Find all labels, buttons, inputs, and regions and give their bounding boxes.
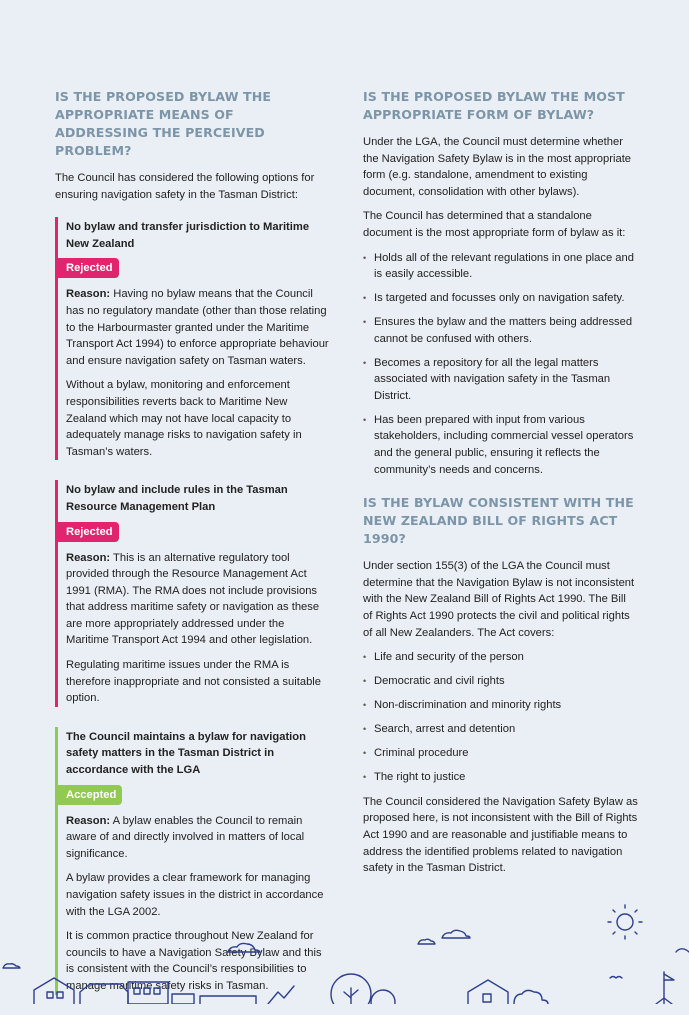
heading-appropriate-means: IS THE PROPOSED BYLAW THE APPROPRIATE MEANS OF ADDRESSING THE PERCEIVED PROBLEM? bbox=[55, 89, 272, 158]
boat-icon bbox=[656, 972, 674, 1004]
intro-text: The Council has considered the following options for ensuring navigation safety in the Tasman District: bbox=[55, 172, 315, 201]
cloud-icon bbox=[676, 949, 689, 952]
list-item: • Search, arrest and detention bbox=[363, 721, 638, 738]
extra-text: Regulating maritime issues under the RMA is therefore inappropriate and not consisted a suitable option. bbox=[66, 659, 321, 705]
building-icon bbox=[80, 984, 128, 1004]
tree-icon bbox=[268, 986, 294, 1004]
option-title: No bylaw and transfer jurisdiction to Maritime New Zealand bbox=[66, 221, 310, 250]
footer-illustration bbox=[0, 900, 689, 1004]
house-icon bbox=[34, 978, 74, 1004]
list-item: • Ensures the bylaw and the matters being addressed cannot be confused with others. bbox=[363, 314, 638, 347]
option-title: The Council maintains a bylaw for navigation safety matters in the Tasman District in accordance with the LGA bbox=[66, 730, 306, 777]
option-resource-management-plan bbox=[55, 480, 330, 707]
rights-list bbox=[363, 649, 638, 786]
building-icon bbox=[200, 996, 256, 1004]
extra-text: It is common practice throughout New Zealand for councils to have a Navigation Safety Bylaw and this is consistent with the Council’s responsibilities to manage maritime safety risks in Tasman. bbox=[66, 930, 322, 992]
option-title: No bylaw and include rules in the Tasman Resource Management Plan bbox=[66, 484, 288, 513]
status-badge-accepted: Accepted bbox=[55, 785, 122, 805]
tree-icon bbox=[514, 990, 548, 1004]
list-item: • Life and security of the person bbox=[363, 649, 638, 666]
option-transfer-jurisdiction bbox=[55, 217, 330, 460]
cloud-icon bbox=[418, 939, 435, 944]
extra-text: Without a bylaw, monitoring and enforcement responsibilities reverts back to Maritime New Zealand which may not have local capacity to adequately manage risks to navigation safety in Tasman’s waters. bbox=[66, 379, 302, 458]
reason-text: Reason: This is an alternative regulatory tool provided through the Resource Management Act 1991 (RMA). The RMA does not include provisions that address maritime safety or navigation as these are more appropriately addressed under the Maritime Transport Act 1994 and other legislation. bbox=[66, 551, 320, 647]
reason-text: Reason: Having no bylaw means that the Council has no regulatory mandate (other than those relating to the Harbourmaster granted under the Maritime Transport Act 1994) to enforce appropriate behaviour and ensure navigation safety on Tasman waters. bbox=[66, 288, 329, 367]
list-item: • Holds all of the relevant regulations in one place and is easily accessible. bbox=[363, 250, 638, 283]
heading-bill-of-rights: IS THE BYLAW CONSISTENT WITH THE NEW ZEALAND BILL OF RIGHTS ACT 1990? bbox=[363, 495, 634, 547]
list-item: • Non-discrimination and minority rights bbox=[363, 697, 638, 714]
house-icon bbox=[468, 980, 508, 1004]
list-item: • Criminal procedure bbox=[363, 745, 638, 762]
list-item: • The right to justice bbox=[363, 769, 638, 786]
left-column bbox=[55, 88, 330, 1015]
right-column bbox=[363, 88, 638, 885]
building-icon bbox=[128, 982, 194, 1004]
paragraph-conclusion: The Council considered the Navigation Safety Bylaw as proposed here, is not inconsistent with the Bill of Rights Act 1990 and are reasonable and justifiable means to address the identified problems related to navigation safety in the Tasman District. bbox=[363, 795, 638, 875]
paragraph-section-155: Under section 155(3) of the LGA the Council must determine that the Navigation Bylaw is not inconsistent with the New Zealand Bill of Rights Act 1990. The Bill of Rights Act 1990 protects the civil and political rights of all New Zealanders. The Act covers: bbox=[363, 560, 635, 639]
heading-form-of-bylaw: IS THE PROPOSED BYLAW THE MOST APPROPRIATE FORM OF BYLAW? bbox=[363, 89, 625, 122]
list-item: • Has been prepared with input from various stakeholders, including commercial vessel operators and the general public, ensuring it reflects the community’s needs and concerns. bbox=[363, 412, 638, 478]
bird-icon bbox=[610, 977, 622, 979]
cloud-icon bbox=[442, 930, 470, 938]
tree-icon bbox=[331, 974, 395, 1004]
cloud-icon bbox=[3, 964, 20, 968]
paragraph-standalone: The Council has determined that a standalone document is the most appropriate form of bylaw as it: bbox=[363, 210, 626, 239]
list-item: • Democratic and civil rights bbox=[363, 673, 638, 690]
status-badge-rejected: Rejected bbox=[55, 522, 119, 542]
extra-text: A bylaw provides a clear framework for managing navigation safety issues in the district in accordance with the LGA 2002. bbox=[66, 872, 324, 918]
paragraph-lga: Under the LGA, the Council must determine whether the Navigation Safety Bylaw is in the most appropriate form (e.g. standalone, amendment to existing document, consolidation with other bylaws). bbox=[363, 136, 632, 198]
reason-text: Reason: A bylaw enables the Council to remain aware of and directly involved in matters of local significance. bbox=[66, 814, 305, 860]
list-item: • Is targeted and focusses only on navigation safety. bbox=[363, 290, 638, 307]
standalone-reasons-list bbox=[363, 250, 638, 479]
cloud-icon bbox=[228, 943, 260, 952]
sun-icon bbox=[608, 905, 642, 939]
list-item: • Becomes a repository for all the legal matters associated with navigation safety in the Tasman District. bbox=[363, 355, 638, 405]
status-badge-rejected: Rejected bbox=[55, 258, 119, 278]
